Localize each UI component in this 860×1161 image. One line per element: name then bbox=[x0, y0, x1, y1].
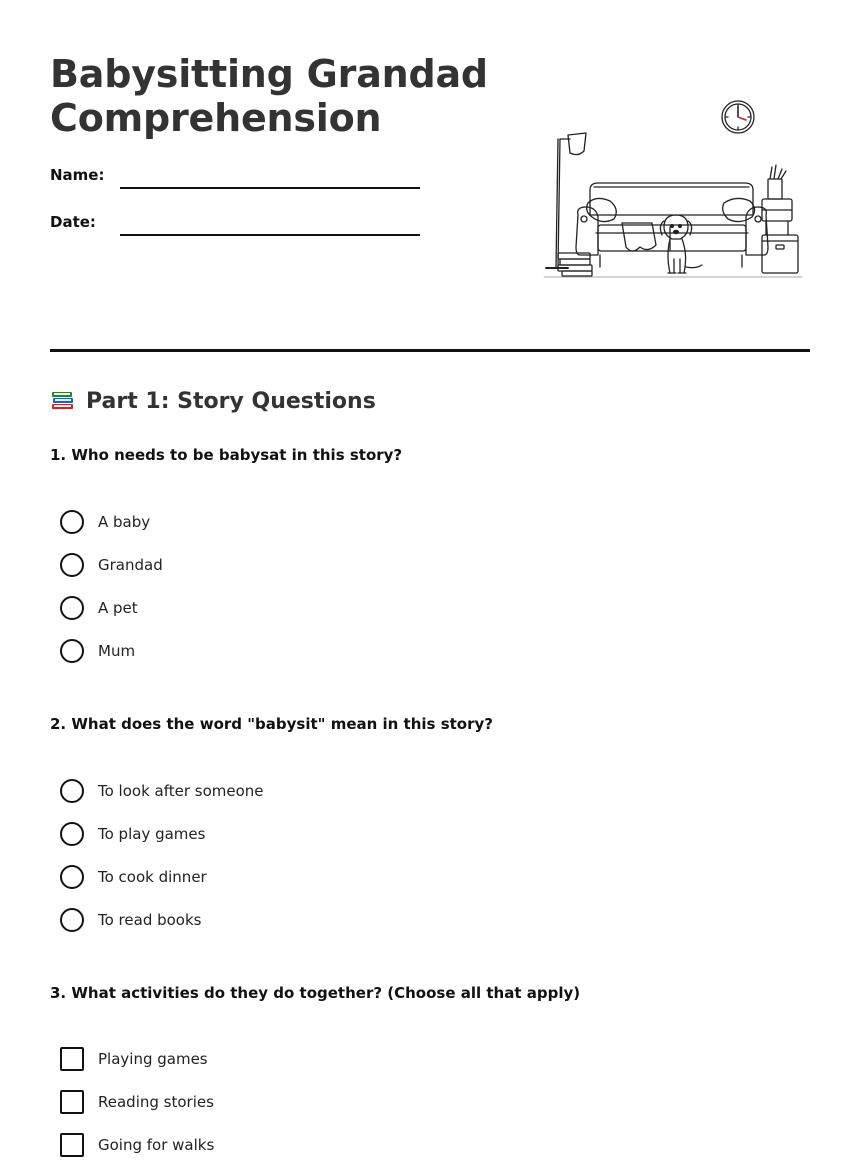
option-label: A baby bbox=[98, 513, 151, 531]
question-1: 1. Who needs to be babysat in this story? bbox=[50, 446, 403, 464]
part1-title-text: Part 1: Story Questions bbox=[86, 388, 376, 414]
option-label: To read books bbox=[98, 911, 202, 929]
checkbox[interactable] bbox=[60, 1047, 84, 1071]
radio-button[interactable] bbox=[60, 779, 84, 803]
radio-button[interactable] bbox=[60, 822, 84, 846]
option-label: Grandad bbox=[98, 556, 163, 574]
question-3: 3. What activities do they do together? (Choose all that apply) bbox=[50, 984, 581, 1002]
question-2: 2. What does the word "babysit" mean in this story? bbox=[50, 715, 493, 733]
checkbox[interactable] bbox=[60, 1090, 84, 1114]
dog-icon bbox=[660, 215, 702, 273]
radio-button[interactable] bbox=[60, 596, 84, 620]
name-label: Name: bbox=[50, 166, 105, 184]
q1-option-a-pet[interactable] bbox=[60, 596, 138, 620]
books-stack-icon bbox=[558, 253, 592, 276]
worksheet-title bbox=[50, 52, 488, 140]
radio-button[interactable] bbox=[60, 908, 84, 932]
option-label: Mum bbox=[98, 642, 136, 660]
option-label: To cook dinner bbox=[98, 868, 207, 886]
option-label: To play games bbox=[98, 825, 206, 843]
date-label: Date: bbox=[50, 213, 96, 231]
radio-button[interactable] bbox=[60, 865, 84, 889]
radio-button[interactable] bbox=[60, 639, 84, 663]
q1-option-grandad[interactable] bbox=[60, 553, 163, 577]
q2-option-play-games[interactable] bbox=[60, 822, 205, 846]
q1-option-a-baby[interactable] bbox=[60, 510, 150, 534]
option-label: Going for walks bbox=[98, 1136, 215, 1154]
radio-button[interactable] bbox=[60, 510, 84, 534]
clock-icon bbox=[722, 101, 754, 133]
q3-option-reading-stories[interactable] bbox=[60, 1090, 214, 1114]
radio-button[interactable] bbox=[60, 553, 84, 577]
checkbox[interactable] bbox=[60, 1133, 84, 1157]
option-label: Reading stories bbox=[98, 1093, 214, 1111]
side-table-icon bbox=[762, 165, 792, 235]
date-field[interactable] bbox=[120, 234, 420, 236]
title-line-1: Babysitting Grandad bbox=[50, 52, 488, 96]
option-label: A pet bbox=[98, 599, 138, 617]
storage-box-icon bbox=[762, 235, 798, 273]
q2-option-cook-dinner[interactable] bbox=[60, 865, 207, 889]
lamp-icon bbox=[546, 133, 586, 268]
living-room-illustration bbox=[540, 95, 805, 285]
q2-option-read-books[interactable] bbox=[60, 908, 201, 932]
q3-option-going-for-walks[interactable] bbox=[60, 1133, 214, 1157]
books-icon bbox=[50, 388, 76, 414]
q3-option-playing-games[interactable] bbox=[60, 1047, 208, 1071]
header-divider bbox=[50, 349, 810, 352]
q1-option-mum[interactable] bbox=[60, 639, 135, 663]
option-label: Playing games bbox=[98, 1050, 208, 1068]
option-label: To look after someone bbox=[98, 782, 264, 800]
q2-option-look-after[interactable] bbox=[60, 779, 264, 803]
part1-title bbox=[50, 388, 376, 414]
title-line-2: Comprehension bbox=[50, 96, 382, 140]
name-field[interactable] bbox=[120, 187, 420, 189]
